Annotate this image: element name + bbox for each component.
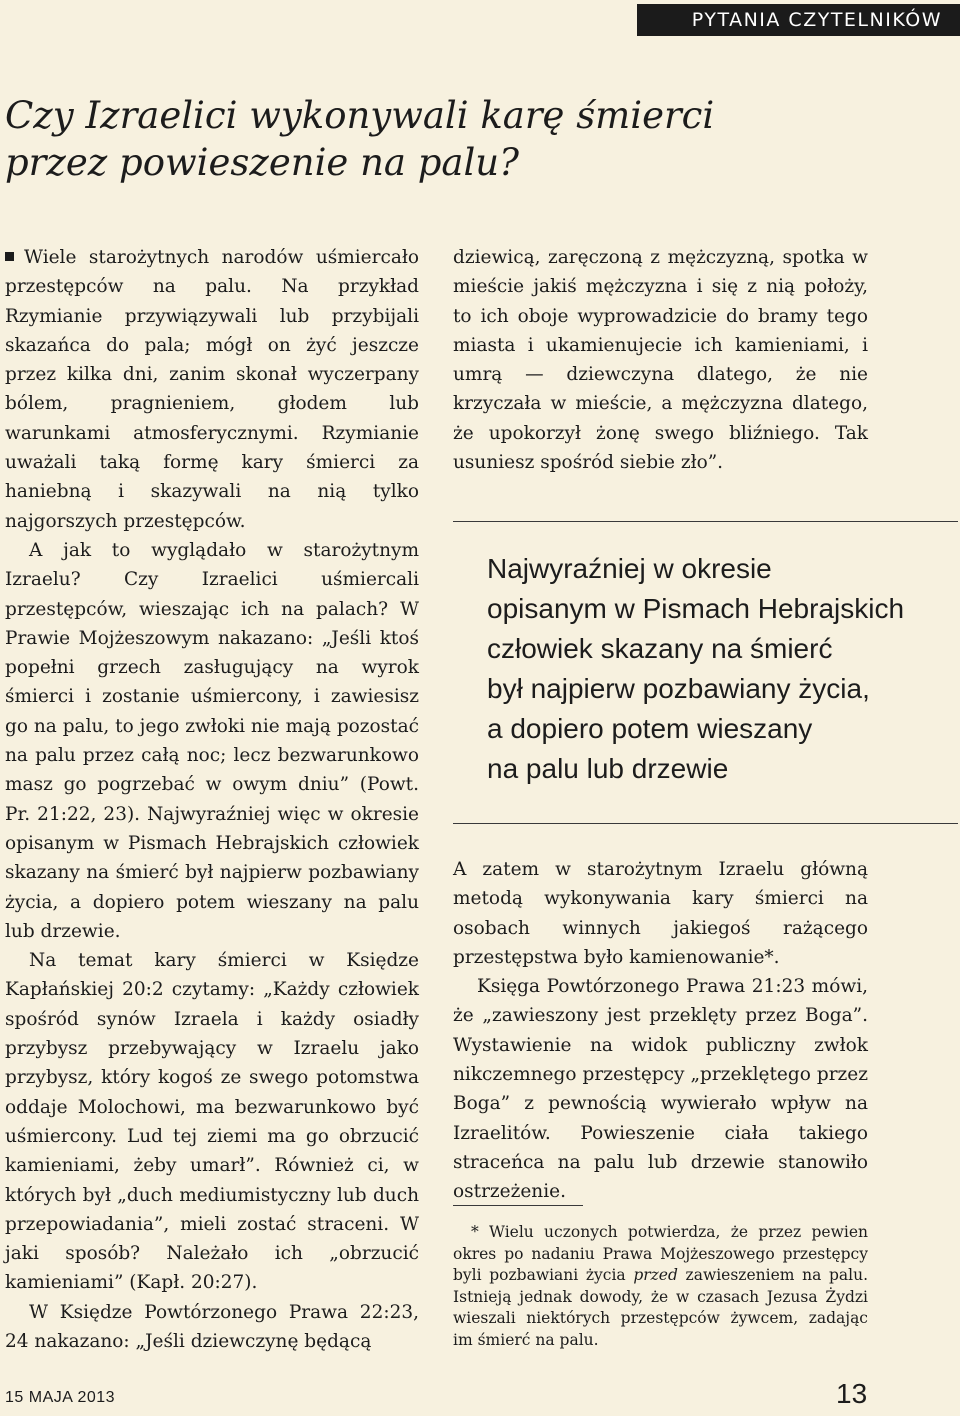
article-title: [5, 92, 725, 186]
square-bullet-icon: [5, 252, 14, 261]
right-column-top: [453, 243, 868, 477]
article-title-line: Czy Izraelici wykonywali karę śmierci: [5, 94, 715, 137]
section-header-bar: [637, 4, 960, 36]
divider-rule: [453, 823, 958, 824]
left-column: [5, 243, 419, 1356]
section-label: PYTANIA CZYTELNIKÓW: [691, 9, 942, 31]
divider-rule: [453, 521, 958, 522]
paragraph: W Księdze Powtórzonego Prawa 22:23, 24 nakazano: „Jeśli dziewczynę będącą: [5, 1301, 419, 1352]
paragraph-text: Wiele starożytnych narodów uśmiercało przestępców na palu. Na przykład Rzymianie przywiązywali lub przybijali skazańca do pala; mógł on żyć jeszcze przez kilka dni, zanim skonał wyczerpany bólem, pragnieniem, głodem lub warunkami atmosferycznymi. Rzymianie uważali taką formę kary śmierci za haniebną i skazywali na nią tylko najgorszych przestępców.: [5, 247, 419, 532]
pull-quote-line: a dopiero potem wieszany: [487, 713, 813, 744]
paragraph: A zatem w starożytnym Izraelu główną metodą wykonywania kary śmierci na osobach winnych jakiegoś rażącego przestępstwa było kamienowanie*.: [453, 859, 868, 968]
pull-quote-line: był najpierw pozbawiany życia,: [487, 673, 870, 704]
paragraph: dziewicą, zaręczoną z mężczyzną, spotka w mieście jakiś mężczyzna i się z nią położy, to ich oboje wyprowadzicie do bramy tego miasta i ukamienujecie ich kamieniami, i umrą — dziewczyna dlatego, że nie krzyczała w mieście, a mężczyzna dlatego, że upokorzył żonę swego bliźniego. Tak usuniesz spośród siebie zło”.: [453, 247, 868, 474]
pull-quote-line: Najwyraźniej w okresie: [487, 553, 772, 584]
pull-quote-line: na palu lub drzewie: [487, 753, 729, 784]
paragraph: Księga Powtórzonego Prawa 21:23 mówi, że „zawieszony jest przeklęty przez Boga”. Wystawienie na widok publiczny zwłok nikczemnego przestępcy „przeklętego przez Boga” z pewnością wywierało wpływ na Izraelitów. Powieszenie ciała takiego straceńca na palu lub drzewie stanowiło ostrzeżenie.: [453, 976, 868, 1203]
issue-date: 15 MAJA 2013: [5, 1389, 116, 1406]
article-title-line: przez powieszenie na palu?: [5, 141, 519, 184]
page-number: 13: [836, 1378, 868, 1409]
paragraph: A jak to wyglądało w starożytnym Izraelu? Czy Izraelici uśmiercali przestępców, wieszając ich na palach? W Prawie Mojżeszowym nakazano: „Jeśli ktoś popełni grzech zasługujący na wyrok śmierci i zostanie uśmiercony, i zawiesisz go na palu, to jego zwłoki nie mają pozostać na palu przez całą noc; lecz bezwarunkowo masz go pogrzebać w owym dniu” (Powt. Pr. 21:22, 23). Najwyraźniej więc w okresie opisanym w Pismach Hebrajskich człowiek skazany na śmierć był najpierw pozbawiany życia, a dopiero potem wieszany na palu lub drzewie.: [5, 539, 419, 942]
footnote-emphasis: przed: [633, 1266, 678, 1285]
footnote-text: * Wielu uczonych potwierdza, że przez pewien okres po nadaniu Prawa Mojżeszowego przestępcy byli pozbawiani życia: [453, 1223, 868, 1285]
pull-quote-line: opisanym w Pismach Hebrajskich: [487, 593, 905, 624]
right-column-bottom: [453, 855, 868, 1207]
footnote-text: zawieszeniem na palu. Istnieją jednak dowody, że w czasach Jezusa Żydzi wieszali niektórych przestępców żywcem, zadając im śmierć na palu.: [453, 1266, 868, 1349]
paragraph: Na temat kary śmierci w Księdze Kapłańskiej 20:2 czytamy: „Każdy człowiek spośród synów Izraela i każdy osiadły przybysz przebywający w Izraelu jako przybysz, który kogoś ze swego potomstwa oddaje Molochowi, ma bezwarunkowo być uśmiercony. Lud tej ziemi ma go obrzucić kamieniami, żeby umarł”. Również ci, w których był „duch mediumistyczny lub duch przepowiadania”, mieli zostać straceni. W jaki sposób? Należało ich „obrzucić kamieniami” (Kapł. 20:27).: [5, 950, 419, 1294]
footnote-divider: [453, 1205, 583, 1206]
paragraph: [5, 243, 419, 536]
footnote: [453, 1222, 868, 1352]
pull-quote: [487, 549, 957, 789]
pull-quote-line: człowiek skazany na śmierć: [487, 633, 833, 664]
